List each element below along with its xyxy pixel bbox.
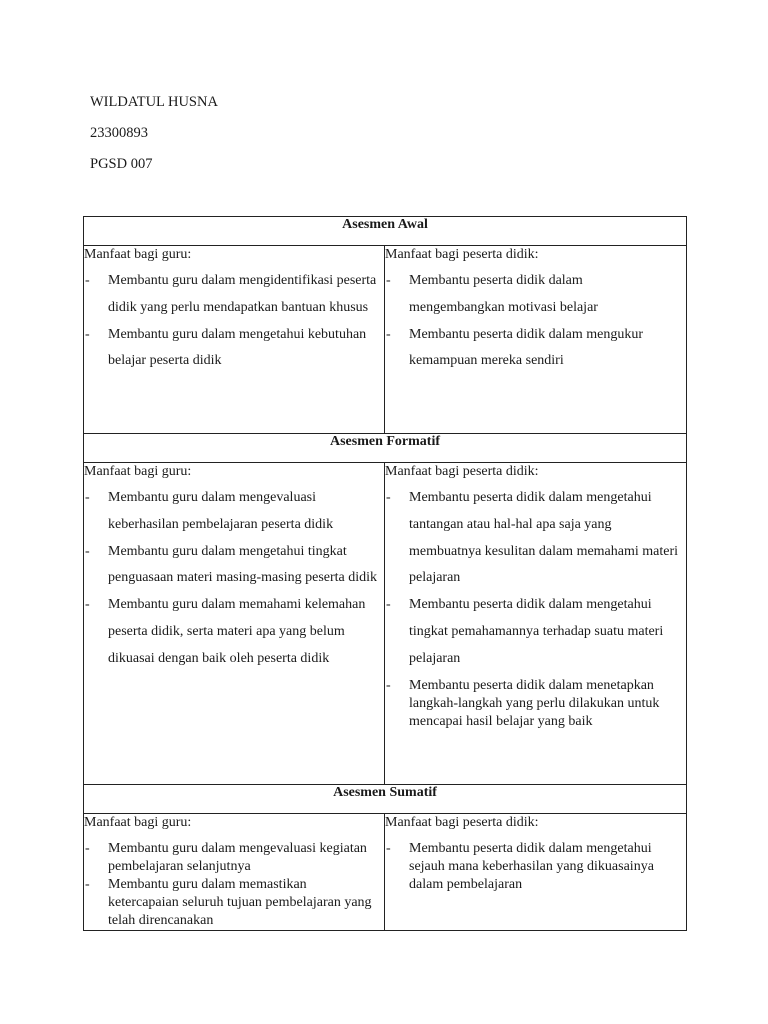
list-item-text: Membantu guru dalam mengevaluasi keberhasilan pembelajaran peserta didik: [108, 490, 334, 532]
section-content-row: [84, 814, 687, 931]
list-item: [385, 592, 686, 672]
bullet-dash: -: [386, 677, 391, 693]
section-content-row: [84, 246, 687, 434]
siswa-heading: Manfaat bagi peserta didik:: [385, 247, 539, 262]
list-item: [84, 322, 384, 376]
siswa-heading: Manfaat bagi peserta didik:: [385, 464, 539, 479]
student-id: 23300893: [90, 125, 148, 141]
guru-benefits-cell: [84, 814, 385, 931]
bullet-dash: -: [386, 597, 391, 613]
list-item-text: Membantu guru dalam mengetahui kebutuhan belajar peserta didik: [108, 326, 367, 369]
section-title-row: [84, 785, 687, 814]
list-item-text: Membantu peserta didik dalam mengetahui sejauh mana keberhasilan yang dikuasainya dalam pembelajaran: [409, 841, 654, 892]
section-title-awal: Asesmen Awal: [84, 217, 687, 246]
list-item-text: Membantu peserta didik dalam menetapkan langkah-langkah yang perlu dilakukan untuk mencapai hasil belajar yang baik: [409, 677, 660, 729]
guru-benefits-list: [84, 485, 384, 673]
bullet-dash: -: [386, 841, 391, 856]
guru-benefits-list: [84, 840, 384, 930]
siswa-benefits-cell: [385, 463, 687, 785]
section-content-row: [84, 463, 687, 785]
siswa-benefits-cell: [385, 814, 687, 931]
list-item: [84, 876, 384, 930]
guru-heading: Manfaat bagi guru:: [84, 815, 192, 830]
bullet-dash: -: [85, 490, 90, 505]
bullet-dash: -: [85, 543, 90, 559]
list-item: [385, 840, 686, 894]
guru-benefits-list: [84, 268, 384, 375]
list-item-text: Membantu guru dalam memastikan ketercapaian seluruh tujuan pembelajaran yang telah direncanakan: [108, 877, 372, 928]
bullet-dash: -: [85, 273, 90, 288]
bullet-dash: -: [85, 326, 90, 342]
list-item: [84, 592, 384, 672]
guru-benefits-cell: [84, 246, 385, 434]
bullet-dash: -: [386, 326, 391, 342]
list-item-text: Membantu peserta didik dalam mengukur kemampuan mereka sendiri: [409, 326, 644, 369]
assessment-table: [83, 216, 687, 931]
student-name: WILDATUL HUSNA: [90, 94, 218, 110]
guru-heading: Manfaat bagi guru:: [84, 247, 192, 262]
siswa-benefits-list: [385, 485, 686, 731]
list-item: [84, 268, 384, 322]
section-title-row: [84, 217, 687, 246]
guru-benefits-cell: [84, 463, 385, 785]
bullet-dash: -: [85, 841, 90, 856]
list-item-text: Membantu guru dalam mengetahui tingkat penguasaan materi masing-masing peserta didik: [108, 543, 378, 586]
bullet-dash: -: [386, 273, 391, 288]
list-item: [385, 485, 686, 592]
list-item-text: Membantu guru dalam mengevaluasi kegiatan pembelajaran selanjutnya: [108, 841, 367, 874]
list-item-text: Membantu peserta didik dalam mengembangkan motivasi belajar: [409, 273, 598, 315]
siswa-benefits-cell: [385, 246, 687, 434]
list-item: [385, 268, 686, 322]
list-item: [385, 677, 686, 731]
list-item: [84, 840, 384, 876]
siswa-benefits-list: [385, 840, 686, 894]
section-title-formatif: Asesmen Formatif: [84, 434, 687, 463]
list-item-text: Membantu peserta didik dalam mengetahui tantangan atau hal-hal apa saja yang membuatnya kesulitan dalam memahami materi pelajaran: [409, 490, 679, 586]
bullet-dash: -: [386, 490, 391, 505]
list-item-text: Membantu guru dalam mengidentifikasi peserta didik yang perlu mendapatkan bantuan khusus: [108, 273, 377, 315]
bullet-dash: -: [85, 877, 90, 892]
guru-heading: Manfaat bagi guru:: [84, 464, 192, 479]
section-title-row: [84, 434, 687, 463]
siswa-benefits-list: [385, 268, 686, 375]
section-title-sumatif: Asesmen Sumatif: [84, 785, 687, 814]
bullet-dash: -: [85, 597, 90, 613]
list-item-text: Membantu guru dalam memahami kelemahan peserta didik, serta materi apa yang belum dikuasai dengan baik oleh peserta didik: [108, 597, 366, 666]
list-item: [84, 485, 384, 539]
list-item: [84, 539, 384, 593]
siswa-heading: Manfaat bagi peserta didik:: [385, 815, 539, 830]
list-item: [385, 322, 686, 376]
list-item-text: Membantu peserta didik dalam mengetahui tingkat pemahamannya terhadap suatu materi pelajaran: [409, 597, 664, 666]
class-code: PGSD 007: [90, 156, 153, 172]
